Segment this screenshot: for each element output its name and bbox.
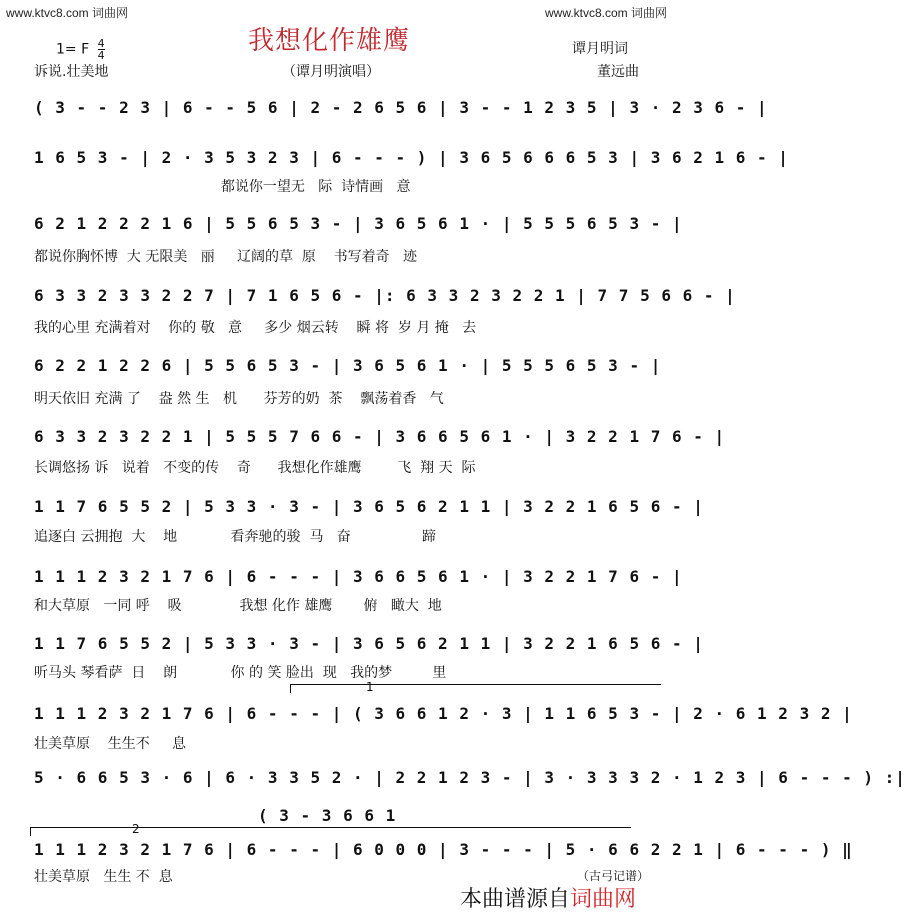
- score-row-4-notes: 6 3 3 2 3 3 2 2 7 | 7 1 6 5 6 - |: 6 3 3 2 3 2 2 1 | 7 7 5 6 6 - |: [34, 286, 736, 305]
- score-row-12-notes: ( 3 - 3 6 6 1: [258, 806, 397, 825]
- score-row-2-lyrics: 都说你一望无 际 诗情画 意: [34, 179, 411, 195]
- site-watermark-left: www.ktvc8.com 词曲网: [6, 6, 129, 20]
- score-row-8-lyrics: 和大草原 一同 呼 吸 我想 化作 雄鹰 俯 瞰大 地: [34, 598, 442, 614]
- lyricist-credit: 谭月明词: [572, 41, 628, 57]
- score-row-8-notes: 1 1 1 2 3 2 1 7 6 | 6 - - - | 3 6 6 5 6 1 · | 3 2 2 1 7 6 - |: [34, 567, 683, 586]
- volta-1-bracket: [290, 684, 661, 693]
- score-row-7-notes: 1 1 7 6 5 5 2 | 5 3 3 · 3 - | 3 6 5 6 2 1 1 | 3 2 2 1 6 5 6 - |: [34, 497, 704, 516]
- volta-2-number: 2: [132, 822, 140, 836]
- score-row-3-lyrics: 都说你胸怀博 大 无限美 丽 辽阔的草 原 书写着奇 迹: [34, 249, 418, 265]
- time-signature: [98, 38, 105, 61]
- score-row-9-lyrics: 听马头 琴看萨 日 朗 你 的 笑 脸出 现 我的梦 里: [34, 665, 447, 681]
- song-title: 我想化作雄鹰: [248, 26, 411, 56]
- composer-credit: 董远曲: [597, 64, 639, 80]
- key-signature: [56, 38, 105, 61]
- source-footer-brand[interactable]: 词曲网: [570, 887, 637, 912]
- score-row-13-notes: 1 1 1 2 3 2 1 7 6 | 6 - - - | 6 0 0 0 | 3 - - - | 5 · 6 6 2 2 1 | 6 - - - ) ‖: [34, 840, 853, 859]
- score-row-1-notes: ( 3 - - 2 3 | 6 - - 5 6 | 2 - 2 6 5 6 | 3 - - 1 2 3 5 | 3 · 2 3 6 - |: [34, 98, 768, 117]
- score-row-6-notes: 6 3 3 2 3 2 2 1 | 5 5 5 7 6 6 - | 3 6 6 5 6 1 · | 3 2 2 1 7 6 - |: [34, 427, 726, 446]
- volta-1-number: 1: [366, 680, 374, 694]
- time-bottom: 4: [97, 49, 105, 62]
- source-footer: [460, 882, 636, 913]
- score-row-5-notes: 6 2 2 1 2 2 6 | 5 5 6 5 3 - | 3 6 5 6 1 · | 5 5 5 6 5 3 - |: [34, 356, 662, 375]
- time-top: 4: [97, 37, 105, 50]
- source-footer-prefix: 本曲谱源自: [460, 887, 571, 912]
- score-row-10-notes: 1 1 1 2 3 2 1 7 6 | 6 - - - | ( 3 6 6 1 2 · 3 | 1 1 6 5 3 - | 2 · 6 1 2 3 2 |: [34, 704, 853, 723]
- key-label: 1= F: [56, 41, 90, 58]
- score-row-11-notes: 5 · 6 6 5 3 · 6 | 6 · 3 3 5 2 · | 2 2 1 2 3 - | 3 · 3 3 3 2 · 1 2 3 | 6 - - - ) :|: [34, 768, 906, 787]
- score-row-10-lyrics: 壮美草原 生生不 息: [34, 736, 187, 752]
- score-row-6-lyrics: 长调悠扬 诉 说着 不变的传 奇 我想化作雄鹰 飞 翔 天 际: [34, 460, 476, 476]
- score-row-2-notes: 1 6 5 3 - | 2 · 3 5 3 2 3 | 6 - - - ) | 3 6 5 6 6 6 5 3 | 3 6 2 1 6 - |: [34, 148, 789, 167]
- style-marking: 诉说.壮美地: [34, 64, 109, 80]
- score-row-4-lyrics: 我的心里 充满着对 你的 敬 意 多少 烟云转 瞬 将 岁 月 掩 去: [34, 320, 477, 336]
- transcriber-credit: （古弓记谱）: [577, 869, 650, 883]
- score-row-7-lyrics: 追逐白 云拥抱 大 地 看奔驰的骏 马 奋 蹄: [34, 529, 437, 545]
- score-row-13-lyrics: 壮美草原 生生 不 息: [34, 869, 173, 885]
- score-row-3-notes: 6 2 1 2 2 2 1 6 | 5 5 6 5 3 - | 3 6 5 6 1 · | 5 5 5 6 5 3 - |: [34, 214, 683, 233]
- singer-credit: （谭月明演唱）: [282, 64, 380, 80]
- score-row-5-lyrics: 明天依旧 充满 了 盎 然 生 机 芬芳的奶 茶 飘荡着香 气: [34, 391, 444, 407]
- volta-2-bracket: [30, 827, 631, 836]
- site-watermark-right: www.ktvc8.com 词曲网: [545, 6, 668, 20]
- score-row-9-notes: 1 1 7 6 5 5 2 | 5 3 3 · 3 - | 3 6 5 6 2 1 1 | 3 2 2 1 6 5 6 - |: [34, 634, 704, 653]
